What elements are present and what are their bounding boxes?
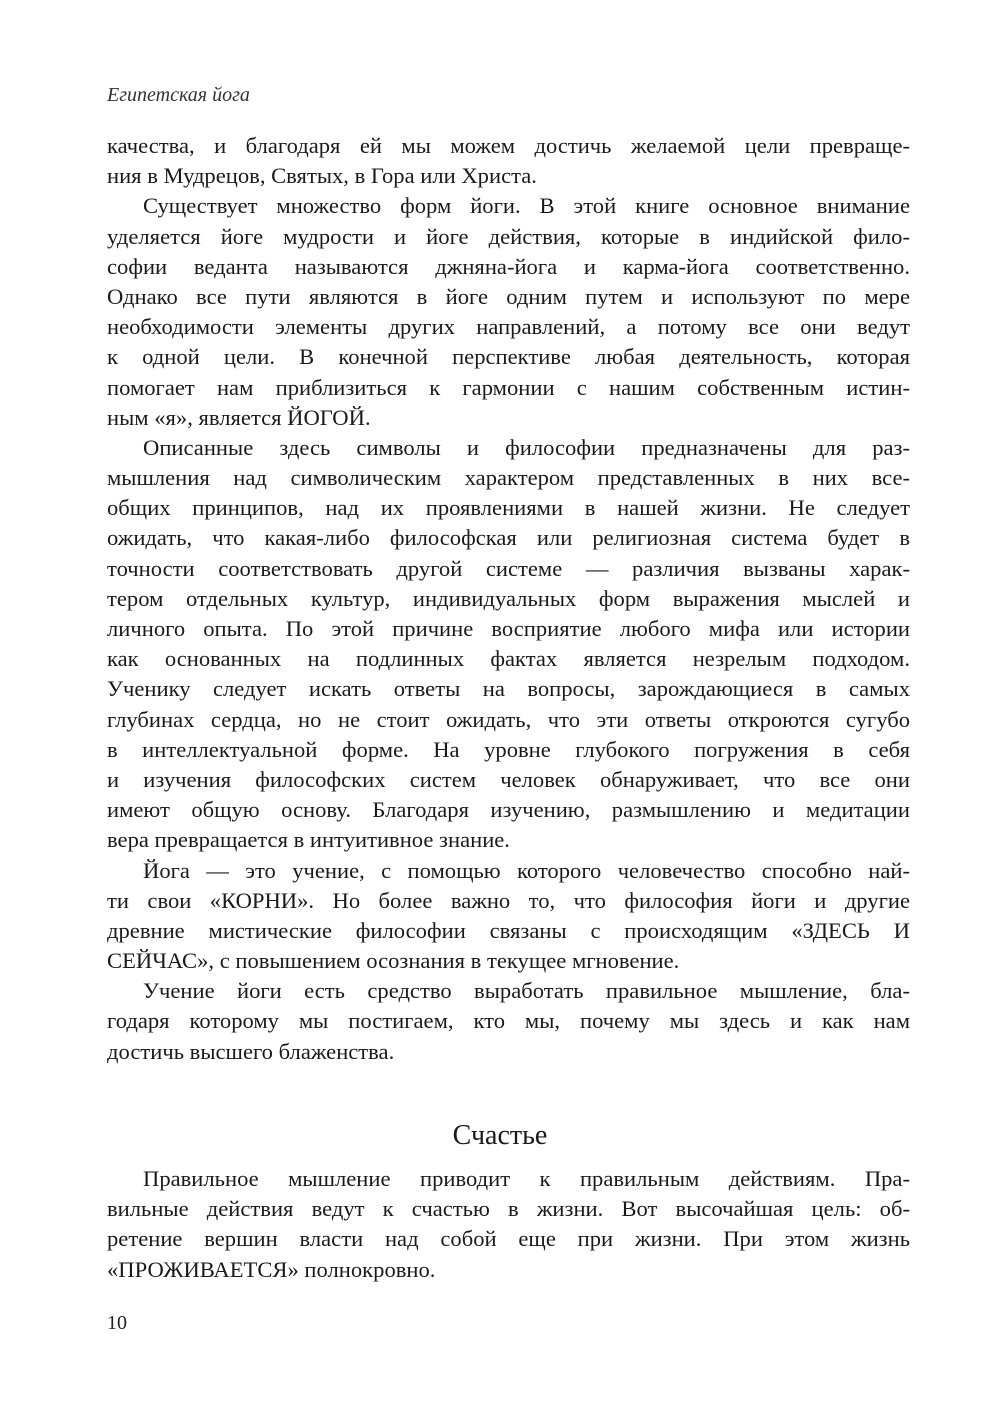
text-line: «ПРОЖИВАЕТСЯ» полнокровно. xyxy=(107,1256,436,1282)
text-line: годаря которому мы постигаем, кто мы, почему мы здесь и как нам xyxy=(107,1008,910,1034)
text-line: ным «я», является ЙОГОЙ. xyxy=(107,404,371,430)
text-line: вильные действия ведут к счастью в жизни. Вот высочайшая цель: об- xyxy=(107,1196,910,1222)
text-line: ретение вершин власти над собой еще при жизни. При этом жизнь xyxy=(107,1226,910,1252)
text-line: точности соответствовать другой системе — различия вызваны харак- xyxy=(107,555,910,581)
page-number: 10 xyxy=(107,1312,127,1334)
text-line: Однако все пути являются в йоге одним путем и используют по мере xyxy=(107,283,910,309)
text-line: достичь высшего блаженства. xyxy=(107,1038,395,1064)
text-line: в интеллектуальной форме. На уровне глубокого погружения в себя xyxy=(107,736,910,762)
text-line: СЕЙЧАС», с повышением осознания в текущее мгновение. xyxy=(107,948,680,974)
text-line: уделяется йоге мудрости и йоге действия, которые в индийской фило- xyxy=(107,223,910,249)
text-line: ния в Мудрецов, Святых, в Гора или Христа. xyxy=(107,163,537,189)
paragraph xyxy=(107,1164,910,1285)
paragraph xyxy=(107,433,910,856)
paragraph xyxy=(107,856,910,977)
section-body-text xyxy=(107,1164,910,1285)
body-text xyxy=(107,131,910,1067)
text-line: древние мистические философии связаны с происходящим «ЗДЕСЬ И xyxy=(107,917,910,943)
text-line: помогает нам приблизиться к гармонии с нашим собственным истин- xyxy=(107,374,910,400)
text-line: Правильное мышление приводит к правильным действиям. Пра- xyxy=(143,1166,910,1191)
text-line: личного опыта. По этой причине восприятие любого мифа или истории xyxy=(107,616,910,641)
paragraph xyxy=(107,191,910,433)
text-line: необходимости элементы других направлений, а потому все они ведут xyxy=(107,314,910,340)
text-line: Описанные здесь символы и философии предназначены для раз- xyxy=(143,434,910,460)
text-line: ожидать, что какая-либо философская или религиозная система будет в xyxy=(107,525,910,551)
text-line: Йога — это учение, с помощью которого человечество способно най- xyxy=(143,857,910,883)
text-line: тером отдельных культур, индивидуальных форм выражения мыслей и xyxy=(107,585,910,611)
paragraph xyxy=(107,976,910,1067)
text-line: Учение йоги есть средство выработать правильное мышление, бла- xyxy=(143,978,910,1004)
text-line: качества, и благодаря ей мы можем достичь желаемой цели превраще- xyxy=(107,133,910,158)
text-line: как основанных на подлинных фактах является незрелым подходом. xyxy=(107,646,910,672)
text-line: мышления над символическим характером представленных в них все- xyxy=(107,465,910,491)
text-line: ти свои «КОРНИ». Но более важно то, что философия йоги и другие xyxy=(107,887,910,913)
paragraph xyxy=(107,131,910,191)
running-head: Египетская йога xyxy=(107,84,250,106)
text-line: вера превращается в интуитивное знание. xyxy=(107,827,510,853)
text-line: софии веданта называются джняна-йога и карма-йога соответственно. xyxy=(107,253,910,279)
text-line: общих принципов, над их проявлениями в нашей жизни. Не следует xyxy=(107,495,910,521)
text-line: к одной цели. В конечной перспективе любая деятельность, которая xyxy=(107,344,910,370)
text-line: имеют общую основу. Благодаря изучению, размышлению и медитации xyxy=(107,797,910,823)
text-line: Существует множество форм йоги. В этой книге основное внимание xyxy=(143,193,910,219)
text-line: Ученику следует искать ответы на вопросы, зарождающиеся в самых xyxy=(107,676,910,702)
section-heading: Счастье xyxy=(452,1120,548,1151)
text-line: и изучения философских систем человек обнаруживает, что все они xyxy=(107,766,910,792)
text-line: глубинах сердца, но не стоит ожидать, что эти ответы откроются сугубо xyxy=(107,706,910,732)
